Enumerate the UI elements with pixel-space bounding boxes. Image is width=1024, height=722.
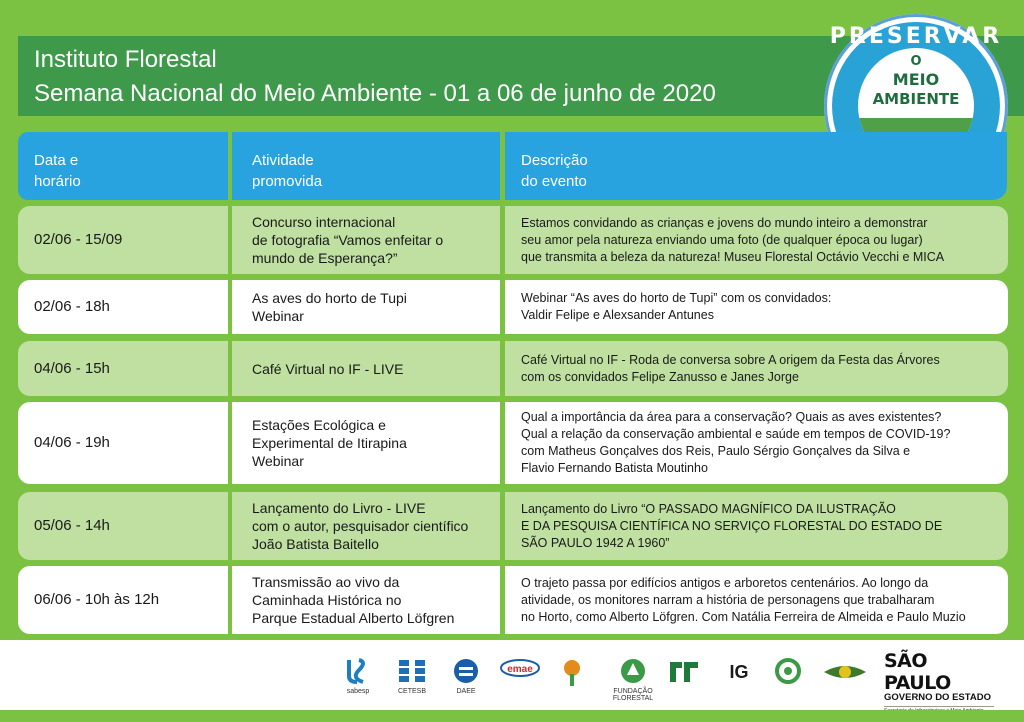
column-header-activity: Atividade promovida	[232, 132, 500, 200]
row-description: Café Virtual no IF - Roda de conversa sobre A origem da Festa das Árvores com os convidados Felipe Zanusso e Janes Jorge	[505, 341, 1008, 396]
row-description: O trajeto passa por edifícios antigos e arboretos centenários. Ao longo da atividade, os monitores narram a história de personagens que trabalharam no Horto, como Alberto Löfgren. Com Natália Ferreira de Almeida e Paulo Muzio	[505, 566, 1008, 634]
org-title: Instituto Florestal	[34, 46, 217, 73]
sabesp-logo: sabesp	[340, 658, 376, 695]
badge-line1: O	[910, 54, 922, 69]
state-subtitle: GOVERNO DO ESTADO	[884, 692, 991, 703]
table-row	[18, 280, 1008, 334]
instituto-geologico-logo	[722, 658, 756, 688]
fundacao-florestal-logo: FUNDAÇÃO FLORESTAL	[606, 658, 660, 702]
row-description: Lançamento do Livro “O PASSADO MAGNÍFICO DA ILUSTRAÇÃO E DA PESQUISA CIENTÍFICA NO SERVIÇO FLORESTAL DO ESTADO DE SÃO PAULO 1942 A 1960”	[505, 492, 1008, 560]
sao-paulo-government-logo	[884, 650, 994, 714]
row-description: Webinar “As aves do horto de Tupi” com os convidados: Valdir Felipe e Alexsander Antunes	[505, 280, 1008, 334]
svg-text:IG: IG	[729, 662, 749, 682]
badge-top-text: PRESERVAR	[829, 24, 1003, 49]
row-activity: Lançamento do Livro - LIVE com o autor, pesquisador científico João Batista Baitello	[232, 492, 500, 560]
table-row	[18, 402, 1008, 484]
table-row	[18, 492, 1008, 560]
row-date: 05/06 - 14h	[18, 492, 228, 560]
row-activity: Café Virtual no IF - LIVE	[232, 341, 500, 396]
row-activity: As aves do horto de Tupi Webinar	[232, 280, 500, 334]
footer-logos	[0, 640, 1024, 710]
row-date: 02/06 - 18h	[18, 280, 228, 334]
row-description: Estamos convidando as crianças e jovens do mundo inteiro a demonstrar seu amor pela natureza enviando uma foto (de qualquer época ou lugar) que transmita a beleza da natureza! Museu Florestal Octávio Vecchi e MICA	[505, 206, 1008, 274]
instituto-botanica-logo	[770, 658, 806, 688]
policia-ambiental-logo	[820, 658, 870, 692]
emae-logo	[498, 658, 542, 682]
row-activity: Concurso internacional de fotografia “Vamos enfeitar o mundo de Esperança?”	[232, 206, 500, 274]
state-title: SÃO PAULO	[884, 650, 951, 694]
event-title: Semana Nacional do Meio Ambiente - 01 a 06 de junho de 2020	[34, 80, 716, 107]
table-row	[18, 566, 1008, 634]
daee-logo: DAEE	[448, 658, 484, 695]
jardim-botanico-logo	[552, 658, 592, 692]
row-date: 06/06 - 10h às 12h	[18, 566, 228, 634]
table-row	[18, 341, 1008, 396]
cetesb-logo: CETESB	[392, 658, 432, 695]
instituto-florestal-logo	[664, 658, 704, 690]
row-activity: Transmissão ao vivo da Caminhada Histórica no Parque Estadual Alberto Löfgren	[232, 566, 500, 634]
row-date: 02/06 - 15/09	[18, 206, 228, 274]
svg-text:emae: emae	[507, 664, 533, 675]
badge-line3: AMBIENTE	[872, 90, 960, 108]
row-description: Qual a importância da área para a conservação? Quais as aves existentes? Qual a relação da conservação ambiental e saúde em tempos de COVID-19? com Matheus Gonçalves dos Reis, Paulo Sérgio Gonçalves da Silva e Flavio Fernando Batista Moutinho	[505, 402, 1008, 484]
row-date: 04/06 - 19h	[18, 402, 228, 484]
badge-line2: MEIO	[892, 70, 940, 89]
table-row	[18, 206, 1008, 274]
row-date: 04/06 - 15h	[18, 341, 228, 396]
row-activity: Estações Ecológica e Experimental de Itirapina Webinar	[232, 402, 500, 484]
footer-bar	[0, 710, 1024, 722]
column-header-date: Data e horário	[18, 132, 228, 200]
column-header-description: Descrição do evento	[505, 132, 1007, 200]
